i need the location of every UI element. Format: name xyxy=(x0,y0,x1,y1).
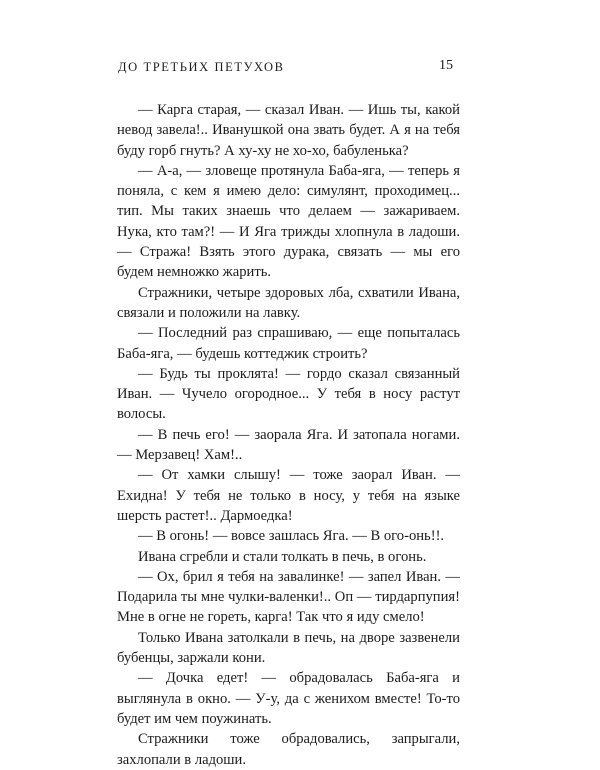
body-text xyxy=(117,100,460,770)
paragraph: Стражники, четыре здоровых лба, схватили Ивана, связали и положили на лавку. xyxy=(117,284,460,321)
paragraph: — Дочка едет! — обрадовалась Баба-яга и выглянула в окно. — У-у, да с женихом вместе! То-то будет им чем поужинать. xyxy=(117,670,460,727)
paragraph: Стражники тоже обрадовались, запрыгали, захлопали в ладоши. xyxy=(117,731,460,768)
paragraph: Только Ивана затолкали в печь, на дворе зазвенели бубенцы, заржали кони. xyxy=(117,629,460,667)
paragraph: — Последний раз спрашиваю, — еще попыталась Баба-яга, — будешь коттеджик строить? xyxy=(117,325,460,362)
paragraph: — Будь ты проклята! — гордо сказал связанный Иван. — Чучело огородное... У тебя в носу растут волосы. xyxy=(117,365,460,423)
paragraph: Ивана сгребли и стали толкать в печь, в огонь. xyxy=(138,548,427,565)
paragraph: — От хамки слышу! — тоже заорал Иван. — Ехидна! У тебя не только в носу, у тебя на языке шерсть растет!.. Дармоедка! xyxy=(117,467,460,524)
paragraph: — Карга старая, — сказал Иван. — Ишь ты, какой невод завела!.. Иванушкой она звать будет. А я на тебя буду горб гнуть? А ху-ху не хо-хо, бабуленька? xyxy=(117,102,460,159)
paragraph: — В огонь! — вовсе зашлась Яга. — В ого-онь!!. xyxy=(138,528,445,545)
page-number: 15 xyxy=(439,58,453,73)
paragraph: — А-а, — зловеще протянула Баба-яга, — теперь я поняла, с кем я имею дело: симулянт, проходимец... тип. Мы таких знаешь что делаем — зажариваем. Нука, кто там?! — И Яга трижды хлопнула в ладоши. — Стража! Взять этого дурака, связать — мы его будем немножко жарить. xyxy=(117,162,460,281)
paragraph: — В печь его! — заорала Яга. И затопала ногами. — Мерзавец! Хам!.. xyxy=(117,426,460,464)
paragraph: — Ох, брил я тебя на завалинке! — запел Иван. — Подарила ты мне чулки-валенки!.. Оп — тирдарпупия! Мне в огне не гореть, карга! Так что я иду смело! xyxy=(117,568,460,626)
running-title: ДО ТРЕТЬИХ ПЕТУХОВ xyxy=(118,60,285,74)
